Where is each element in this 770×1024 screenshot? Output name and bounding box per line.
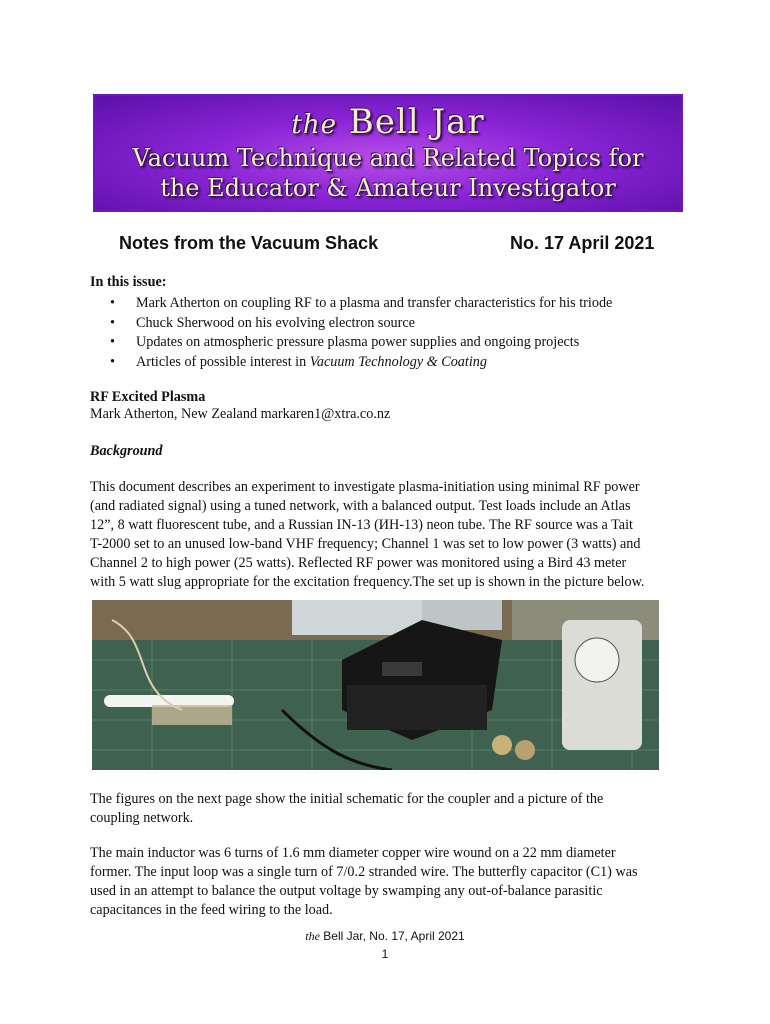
masthead-subtitle-line2: the Educator & Amateur Investigator [160, 174, 616, 202]
masthead-subtitle-line1: Vacuum Technique and Related Topics for [132, 144, 644, 172]
text-line: with 5 watt slug appropriate for the excitation frequency.The set up is shown in the picture below. [90, 574, 645, 590]
issue-list [90, 294, 612, 372]
footer-the: the [305, 929, 320, 943]
paragraph-background [90, 478, 690, 592]
article-title: RF Excited Plasma [90, 389, 206, 405]
page-footer [0, 929, 770, 944]
text-line: capacitances in the feed wiring to the load. [90, 902, 333, 918]
article-author: Mark Atherton, New Zealand markaren1@xtra.co.nz [90, 406, 391, 422]
list-item: • Mark Atherton on coupling RF to a plasma and transfer characteristics for his triode [136, 294, 612, 314]
list-item [136, 353, 612, 373]
masthead-the: the [291, 110, 337, 140]
text-line: The figures on the next page show the initial schematic for the coupler and a picture of the [90, 791, 604, 807]
text-line: The main inductor was 6 turns of 1.6 mm diameter copper wire wound on a 22 mm diameter [90, 845, 616, 861]
list-item: • Updates on atmospheric pressure plasma power supplies and ongoing projects [136, 333, 612, 353]
newsletter-heading: Notes from the Vacuum Shack [119, 233, 379, 253]
paragraph-figures [90, 790, 690, 828]
masthead-banner [93, 94, 683, 212]
text-line: former. The input loop was a single turn of 7/0.2 stranded wire. The butterfly capacitor (C1) was [90, 864, 638, 880]
text-line: coupling network. [90, 810, 194, 826]
footer-text: Bell Jar, No. 17, April 2021 [319, 929, 465, 943]
issue-number: No. 17 April 2021 [510, 233, 655, 253]
in-this-issue-heading: In this issue: [90, 274, 167, 290]
journal-name: Vacuum Technology & Coating [309, 353, 487, 370]
text-line: (and radiated signal) using a tuned network, with a balanced output. Test loads include an Atlas [90, 498, 631, 514]
text-line: used in an attempt to balance the output voltage by swamping any out-of-balance parasitic [90, 883, 603, 899]
text-line: Channel 2 to high power (25 watts). Reflected RF power was monitored using a Bird 43 meter [90, 555, 627, 571]
text-line: This document describes an experiment to investigate plasma-initiation using minimal RF power [90, 479, 640, 495]
setup-photo-illustration [92, 600, 659, 770]
text-line: T-2000 set to an unused low-band VHF frequency; Channel 1 was set to low power (3 watts) and [90, 536, 641, 552]
page-number: 1 [381, 947, 389, 961]
masthead-bell-jar: Bell Jar [348, 102, 485, 142]
list-item-text: Articles of possible interest in [136, 353, 310, 370]
masthead-title [95, 102, 681, 142]
text-line: 12”, 8 watt fluorescent tube, and a Russian IN-13 (ИН-13) neon tube. The RF source was a Tait [90, 517, 633, 533]
section-heading: Background [90, 443, 163, 459]
list-item: • Chuck Sherwood on his evolving electron source [136, 314, 612, 334]
setup-photo [92, 600, 659, 770]
paragraph-inductor [90, 844, 690, 920]
